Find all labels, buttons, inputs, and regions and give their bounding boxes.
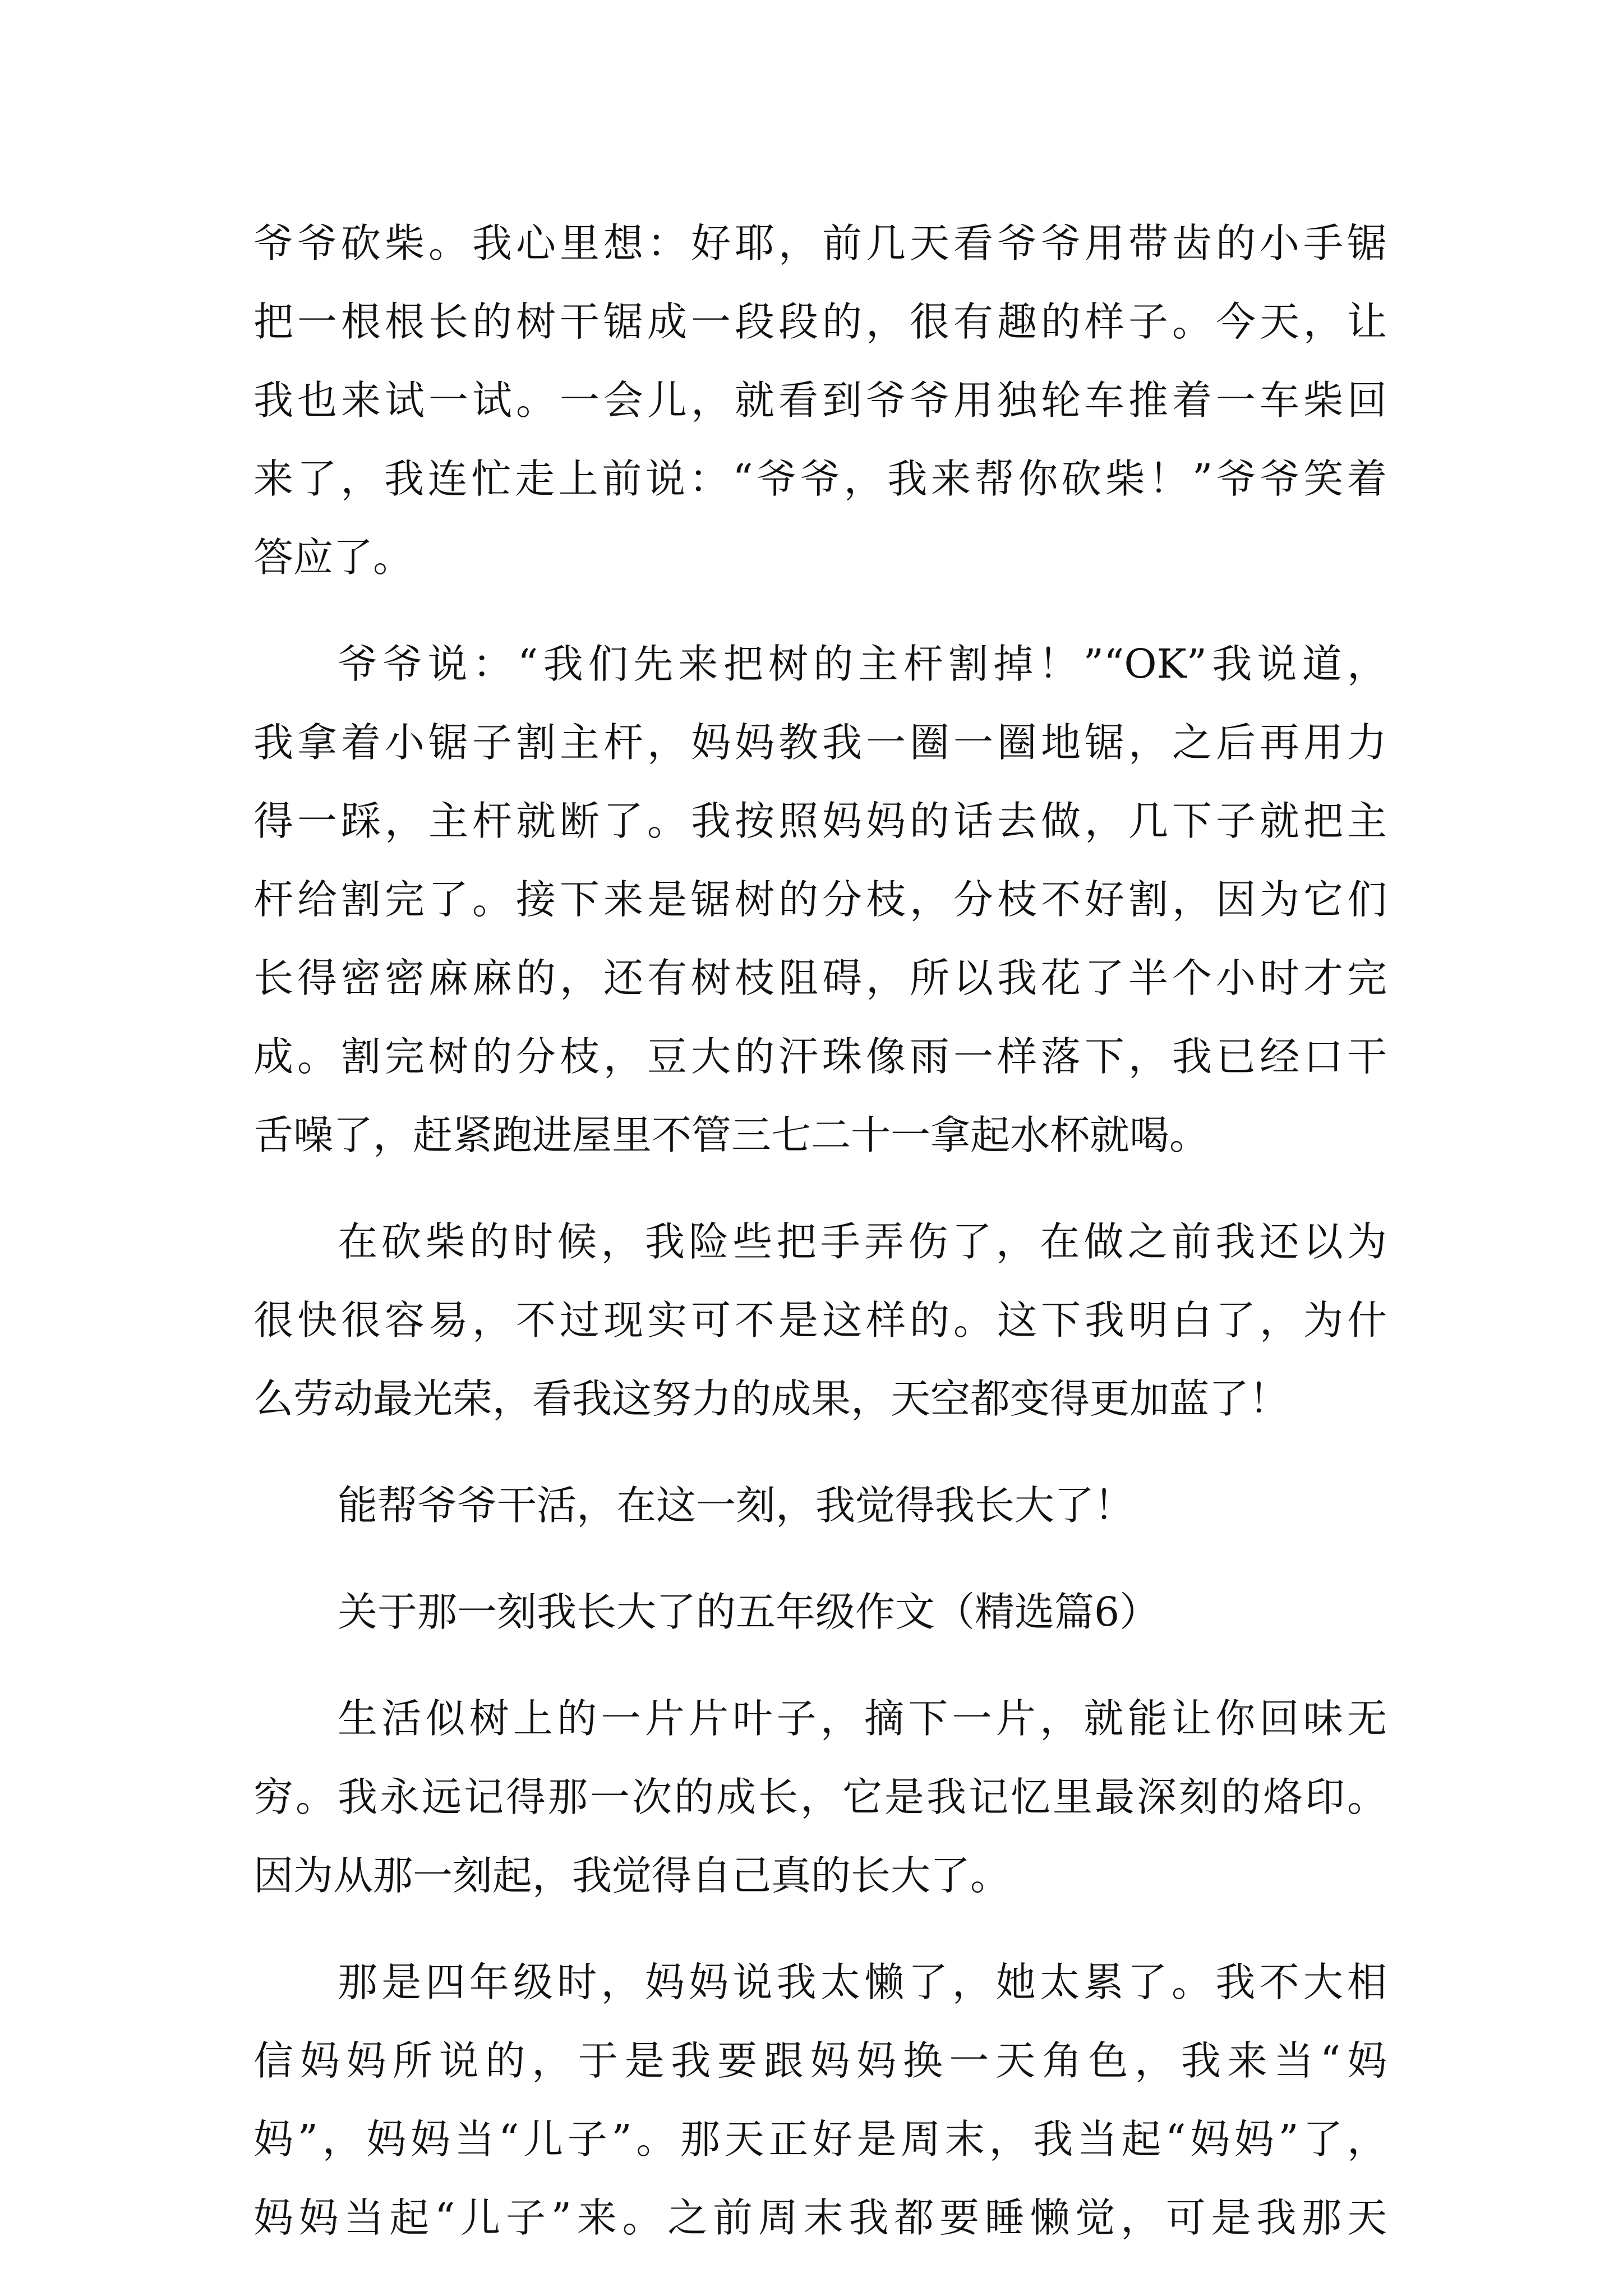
paragraph xyxy=(253,1203,1387,1438)
text-line: 在砍柴的时候，我险些把手弄伤了，在做之前我还以为 xyxy=(338,1218,1387,1265)
paragraph xyxy=(253,204,1387,597)
text-line: 信妈妈所说的，于是我要跟妈妈换一天角色，我来当“妈 xyxy=(253,2037,1387,2084)
text-line: 长得密密麻麻的，还有树枝阻碍，所以我花了半个小时才完 xyxy=(253,955,1387,1001)
text-line: 因为从那一刻起，我觉得自己真的长大了。 xyxy=(253,1852,1011,1899)
text-line: 妈妈当起“儿子”来。之前周末我都要睡懒觉，可是我那天 xyxy=(253,2194,1387,2241)
text-line: 穷。我永远记得那一次的成长，它是我记忆里最深刻的烙印。 xyxy=(253,1774,1387,1820)
text-line: 能帮爷爷干活，在这一刻，我觉得我长大了！ xyxy=(338,1482,1135,1529)
text-line: 爷爷砍柴。我心里想：好耶，前几天看爷爷用带齿的小手锯 xyxy=(253,220,1387,266)
text-line: 么劳动最光荣，看我这努力的成果，天空都变得更加蓝了！ xyxy=(253,1375,1289,1422)
text-line: 爷爷说：“我们先来把树的主杆割掉！”“OK”我说道， xyxy=(338,641,1387,687)
section-heading xyxy=(253,1573,1387,1651)
text-line: 成。割完树的分枝，豆大的汗珠像雨一样落下，我已经口干 xyxy=(253,1033,1387,1080)
text-line: 那是四年级时，妈妈说我太懒了，她太累了。我不大相 xyxy=(338,1959,1387,2005)
text-line: 来了，我连忙走上前说：“爷爷，我来帮你砍柴！”爷爷笑着 xyxy=(253,455,1387,502)
text-line: 我拿着小锯子割主杆，妈妈教我一圈一圈地锯，之后再用力 xyxy=(253,719,1387,766)
text-line: 答应了。 xyxy=(253,534,413,581)
text-line: 杆给割完了。接下来是锯树的分枝，分枝不好割，因为它们 xyxy=(253,876,1387,923)
document-body xyxy=(253,204,1387,2257)
paragraph xyxy=(253,1466,1387,1545)
paragraph xyxy=(253,1680,1387,1915)
heading-line: 关于那一刻我长大了的五年级作文（精选篇6） xyxy=(338,1589,1160,1635)
text-line: 把一根根长的树干锯成一段段的，很有趣的样子。今天，让 xyxy=(253,298,1387,345)
text-line: 得一踩，主杆就断了。我按照妈妈的话去做，几下子就把主 xyxy=(253,798,1387,844)
paragraph xyxy=(253,1943,1387,2257)
text-line: 很快很容易，不过现实可不是这样的。这下我明白了，为什 xyxy=(253,1297,1387,1343)
paragraph xyxy=(253,625,1387,1175)
text-line: 我也来试一试。一会儿，就看到爷爷用独轮车推着一车柴回 xyxy=(253,377,1387,424)
text-line: 舌噪了，赶紧跑进屋里不管三七二十一拿起水杯就喝。 xyxy=(253,1112,1210,1158)
text-line: 生活似树上的一片片叶子，摘下一片，就能让你回味无 xyxy=(338,1695,1387,1742)
text-line: 妈”，妈妈当“儿子”。那天正好是周末，我当起“妈妈”了， xyxy=(253,2116,1387,2162)
